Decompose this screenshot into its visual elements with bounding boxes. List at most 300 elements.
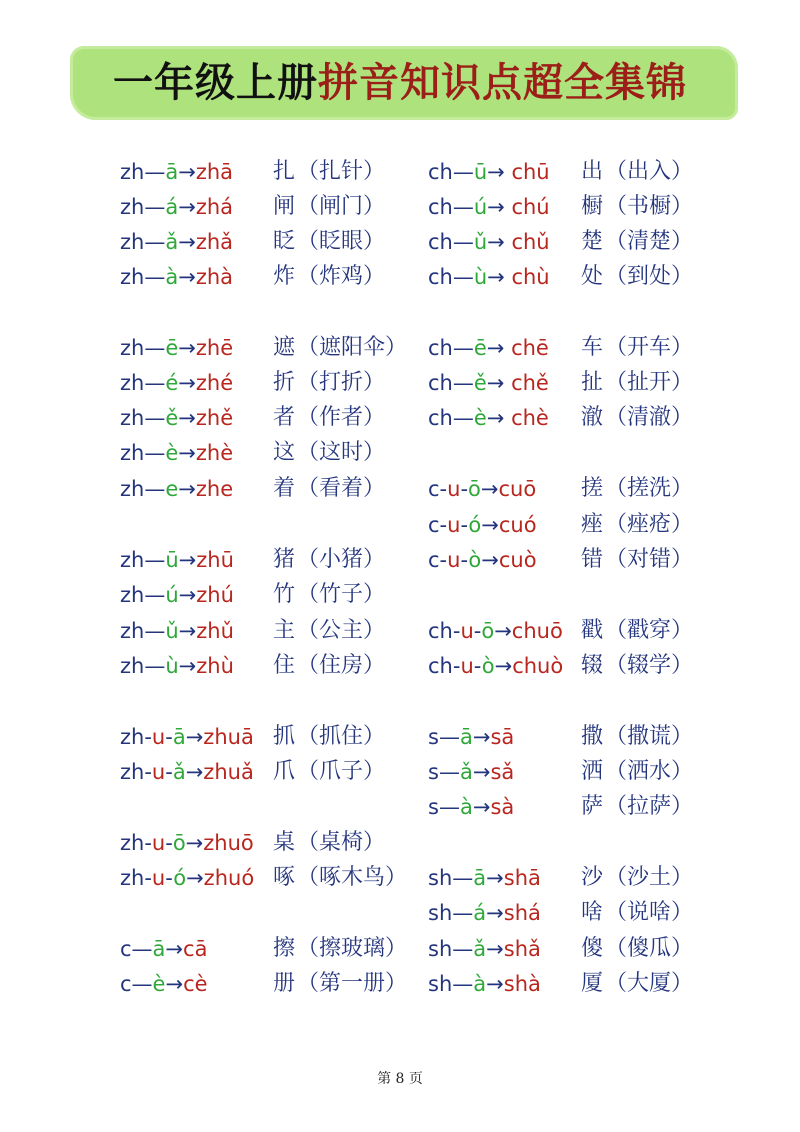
- pinyin-part: shà: [503, 972, 541, 996]
- pinyin-part: c: [428, 548, 440, 572]
- example-word: （到处）: [605, 264, 694, 289]
- pinyin-part: zhù: [196, 654, 234, 678]
- example-word: （清澈）: [605, 405, 694, 430]
- pinyin-row: [120, 472, 386, 506]
- pinyin-formula: [120, 371, 233, 395]
- pinyin-formula: [120, 441, 233, 465]
- hanzi-example: [273, 720, 385, 754]
- hanzi-example: [581, 155, 693, 189]
- hanzi-character: 册: [273, 971, 296, 996]
- pinyin-part: ó: [468, 513, 482, 537]
- pinyin-part: —: [452, 160, 474, 184]
- pinyin-part: chuō: [511, 619, 563, 643]
- example-word: （出入）: [605, 159, 694, 184]
- pinyin-part: zhuō: [203, 831, 254, 855]
- pinyin-formula: [120, 654, 234, 678]
- pinyin-formula: [120, 160, 233, 184]
- pinyin-part: zh: [120, 441, 145, 465]
- pinyin-part: →: [178, 336, 196, 360]
- pinyin-part: sà: [490, 795, 515, 819]
- pinyin-part: ǎ: [459, 760, 473, 784]
- pinyin-part: —: [438, 760, 460, 784]
- pinyin-formula: [428, 972, 541, 996]
- example-word: （小猪）: [297, 547, 386, 572]
- pinyin-row: [428, 260, 694, 294]
- pinyin-part: —: [144, 230, 166, 254]
- pinyin-part: u: [447, 477, 461, 501]
- pinyin-part: sā: [490, 725, 515, 749]
- example-word: （撒谎）: [605, 724, 694, 749]
- pinyin-part: zh: [120, 265, 145, 289]
- pinyin-part: ch: [428, 195, 453, 219]
- pinyin-part: sh: [428, 901, 453, 925]
- pinyin-part: →: [178, 548, 197, 572]
- example-word: （作者）: [297, 405, 386, 430]
- pinyin-part: —: [452, 371, 474, 395]
- hanzi-character: 处: [581, 264, 604, 289]
- hanzi-character: 住: [273, 653, 296, 678]
- pinyin-part: —: [144, 619, 166, 643]
- pinyin-part: ā: [165, 160, 179, 184]
- pinyin-part: ò: [468, 548, 482, 572]
- hanzi-example: [581, 967, 693, 1001]
- example-word: （第一册）: [297, 971, 408, 996]
- pinyin-part: ǎ: [473, 937, 487, 961]
- pinyin-part: sǎ: [490, 760, 515, 784]
- pinyin-part: sh: [428, 937, 453, 961]
- hanzi-example: [581, 720, 693, 754]
- hanzi-character: 萨: [581, 794, 604, 819]
- pinyin-part: →: [494, 654, 513, 678]
- example-word: （开车）: [605, 335, 694, 360]
- pinyin-part: —: [452, 230, 474, 254]
- pinyin-part: zhuā: [203, 725, 254, 749]
- pinyin-part: -: [439, 513, 448, 537]
- hanzi-character: 扯: [581, 370, 604, 395]
- example-word: （眨眼）: [297, 229, 386, 254]
- pinyin-part: u: [460, 654, 474, 678]
- pinyin-part: chè: [511, 406, 549, 430]
- pinyin-formula: [428, 160, 550, 184]
- pinyin-part: -: [452, 654, 461, 678]
- pinyin-part: —: [438, 725, 460, 749]
- hanzi-example: [273, 225, 385, 259]
- hanzi-example: [581, 932, 693, 966]
- pinyin-formula: [120, 548, 234, 572]
- pinyin-part: -: [165, 725, 173, 749]
- pinyin-formula: [120, 937, 207, 961]
- pinyin-part: zh: [120, 160, 145, 184]
- pinyin-part: →: [178, 406, 196, 430]
- pinyin-part: -: [144, 831, 152, 855]
- pinyin-row: [428, 614, 694, 648]
- pinyin-row: [428, 190, 694, 224]
- pinyin-row: [120, 190, 386, 224]
- pinyin-formula: [120, 725, 254, 749]
- pinyin-part: →: [186, 866, 204, 890]
- pinyin-part: —: [144, 371, 166, 395]
- pinyin-formula: [120, 265, 233, 289]
- hanzi-example: [273, 155, 385, 189]
- example-word: （洒水）: [605, 759, 694, 784]
- title-black: 一年级上册: [113, 60, 318, 106]
- hanzi-character: 橱: [581, 194, 604, 219]
- hanzi-example: [273, 861, 407, 895]
- hanzi-example: [273, 932, 407, 966]
- pinyin-formula: [120, 336, 233, 360]
- example-word: （看着）: [297, 476, 386, 501]
- pinyin-part: zhà: [195, 265, 234, 289]
- pinyin-part: ě: [165, 406, 179, 430]
- hanzi-character: 楚: [581, 229, 604, 254]
- pinyin-part: —: [144, 477, 166, 501]
- pinyin-formula: [428, 901, 541, 925]
- pinyin-part: →: [185, 831, 204, 855]
- pinyin-part: shǎ: [503, 937, 541, 961]
- pinyin-part: —: [452, 406, 474, 430]
- pinyin-part: u: [151, 760, 166, 784]
- hanzi-character: 主: [273, 618, 296, 643]
- pinyin-part: ch: [428, 265, 453, 289]
- hanzi-character: 竹: [273, 582, 296, 607]
- hanzi-character: 撒: [581, 724, 604, 749]
- pinyin-part: cè: [183, 972, 208, 996]
- hanzi-example: [273, 190, 385, 224]
- pinyin-part: chuò: [512, 654, 564, 678]
- pinyin-part: →: [487, 195, 512, 219]
- pinyin-formula: [428, 760, 514, 784]
- pinyin-row: [120, 331, 408, 365]
- pinyin-row: [120, 967, 408, 1001]
- hanzi-character: 沙: [581, 865, 604, 890]
- pinyin-part: →: [472, 725, 491, 749]
- pinyin-part: —: [144, 583, 166, 607]
- example-word: （抓住）: [297, 724, 386, 749]
- pinyin-row: [428, 755, 694, 789]
- pinyin-part: e: [165, 477, 179, 501]
- pinyin-part: →: [165, 937, 184, 961]
- pinyin-part: →: [486, 866, 504, 890]
- pinyin-part: →: [480, 477, 499, 501]
- pinyin-formula: [428, 866, 541, 890]
- pinyin-part: —: [452, 336, 474, 360]
- pinyin-row: [428, 932, 694, 966]
- pinyin-part: zh: [120, 195, 145, 219]
- example-word: （拉萨）: [605, 794, 694, 819]
- pinyin-row: [120, 260, 386, 294]
- pinyin-formula: [120, 477, 233, 501]
- pinyin-part: zhuó: [203, 866, 255, 890]
- pinyin-row: [120, 649, 386, 683]
- example-word: （啄木鸟）: [297, 865, 408, 890]
- example-word: （傻瓜）: [605, 936, 694, 961]
- pinyin-part: ū: [473, 160, 488, 184]
- pinyin-part: zhě: [195, 406, 234, 430]
- pinyin-part: zh: [120, 619, 145, 643]
- hanzi-example: [273, 755, 385, 789]
- pinyin-part: -: [165, 760, 173, 784]
- pinyin-part: zhē: [195, 336, 234, 360]
- pinyin-part: zh: [120, 371, 145, 395]
- pinyin-row: [428, 472, 694, 506]
- pinyin-part: ch: [428, 406, 453, 430]
- pinyin-formula: [428, 937, 541, 961]
- example-word: （戳穿）: [605, 618, 694, 643]
- pinyin-part: ch: [428, 160, 453, 184]
- hanzi-character: 爪: [273, 759, 296, 784]
- pinyin-part: →: [472, 760, 491, 784]
- pinyin-part: ch: [428, 371, 453, 395]
- pinyin-row: [428, 790, 694, 824]
- pinyin-part: shá: [503, 901, 541, 925]
- hanzi-character: 洒: [581, 759, 604, 784]
- pinyin-part: —: [131, 937, 153, 961]
- pinyin-row: [120, 366, 386, 400]
- hanzi-example: [273, 472, 385, 506]
- pinyin-formula: [428, 795, 514, 819]
- pinyin-part: -: [439, 477, 448, 501]
- pinyin-part: è: [165, 441, 179, 465]
- pinyin-part: →: [178, 441, 196, 465]
- pinyin-part: —: [452, 265, 474, 289]
- pinyin-part: u: [447, 513, 461, 537]
- pinyin-part: —: [452, 195, 474, 219]
- pinyin-part: ò: [481, 654, 495, 678]
- pinyin-part: →: [178, 619, 197, 643]
- pinyin-row: [120, 436, 386, 470]
- pinyin-part: ú: [165, 583, 179, 607]
- page-number: 第 8 页: [377, 1071, 423, 1087]
- pinyin-part: s: [428, 725, 439, 749]
- pinyin-row: [428, 543, 694, 577]
- pinyin-part: —: [452, 866, 474, 890]
- pinyin-part: ch: [428, 619, 453, 643]
- pinyin-part: zh: [120, 230, 145, 254]
- example-word: （闸门）: [297, 194, 386, 219]
- pinyin-row: [120, 932, 408, 966]
- hanzi-character: 出: [581, 159, 604, 184]
- pinyin-part: →: [178, 583, 197, 607]
- pinyin-formula: [120, 760, 254, 784]
- pinyin-part: →: [178, 265, 196, 289]
- pinyin-part: —: [144, 336, 166, 360]
- pinyin-part: ch: [428, 654, 453, 678]
- hanzi-example: [581, 401, 693, 435]
- pinyin-part: é: [165, 371, 179, 395]
- pinyin-part: ǔ: [165, 619, 179, 643]
- pinyin-part: à: [165, 265, 179, 289]
- pinyin-part: ē: [165, 336, 179, 360]
- pinyin-formula: [428, 230, 550, 254]
- hanzi-character: 这: [273, 440, 296, 465]
- pinyin-part: chù: [511, 265, 550, 289]
- pinyin-row: [120, 861, 408, 895]
- pinyin-part: u: [460, 619, 474, 643]
- pinyin-row: [120, 225, 386, 259]
- pinyin-row: [428, 720, 694, 754]
- pinyin-part: ù: [473, 265, 488, 289]
- example-word: （说啥）: [605, 900, 694, 925]
- hanzi-character: 眨: [273, 229, 296, 254]
- pinyin-part: cā: [183, 937, 208, 961]
- hanzi-character: 遮: [273, 335, 296, 360]
- pinyin-row: [428, 861, 694, 895]
- hanzi-example: [273, 331, 407, 365]
- pinyin-part: →: [472, 795, 491, 819]
- pinyin-formula: [428, 513, 537, 537]
- pinyin-row: [428, 155, 694, 189]
- example-word: （搓洗）: [605, 476, 694, 501]
- pinyin-part: →: [486, 901, 504, 925]
- hanzi-example: [581, 260, 693, 294]
- pinyin-part: -: [460, 513, 469, 537]
- hanzi-example: [581, 508, 693, 542]
- pinyin-row: [428, 967, 694, 1001]
- pinyin-part: zhǎ: [195, 230, 234, 254]
- pinyin-part: →: [178, 195, 196, 219]
- pinyin-part: à: [459, 795, 473, 819]
- example-word: （住房）: [297, 653, 386, 678]
- hanzi-example: [581, 790, 693, 824]
- pinyin-part: -: [144, 866, 152, 890]
- pinyin-part: zh: [120, 548, 145, 572]
- hanzi-character: 扎: [273, 159, 296, 184]
- pinyin-part: →: [486, 406, 512, 430]
- pinyin-part: ó: [173, 866, 187, 890]
- pinyin-part: zhe: [195, 477, 234, 501]
- pinyin-part: ch: [428, 230, 453, 254]
- hanzi-character: 折: [273, 370, 296, 395]
- pinyin-part: cuó: [498, 513, 537, 537]
- pinyin-part: ū: [165, 548, 179, 572]
- pinyin-formula: [428, 477, 536, 501]
- pinyin-formula: [428, 619, 563, 643]
- pinyin-part: à: [473, 972, 487, 996]
- pinyin-part: —: [452, 972, 474, 996]
- pinyin-row: [120, 614, 386, 648]
- hanzi-example: [273, 401, 385, 435]
- pinyin-part: s: [428, 760, 439, 784]
- pinyin-part: ō: [172, 831, 186, 855]
- pinyin-row: [120, 755, 386, 789]
- pinyin-part: chǔ: [511, 230, 550, 254]
- example-word: （竹子）: [297, 582, 386, 607]
- pinyin-part: zhuǎ: [203, 760, 254, 784]
- pinyin-formula: [120, 406, 233, 430]
- pinyin-part: →: [487, 265, 512, 289]
- pinyin-part: →: [494, 619, 512, 643]
- pinyin-part: zhū: [196, 548, 234, 572]
- pinyin-row: [428, 366, 694, 400]
- pinyin-part: →: [178, 160, 196, 184]
- example-word: （这时）: [297, 440, 386, 465]
- example-word: （辍学）: [605, 653, 694, 678]
- pinyin-part: →: [487, 230, 512, 254]
- pinyin-part: s: [428, 795, 439, 819]
- pinyin-part: ǔ: [473, 230, 488, 254]
- pinyin-part: ch: [428, 336, 453, 360]
- pinyin-part: —: [452, 937, 474, 961]
- pinyin-part: —: [144, 265, 166, 289]
- hanzi-example: [581, 331, 693, 365]
- pinyin-row: [120, 401, 386, 435]
- hanzi-character: 澈: [581, 405, 604, 430]
- pinyin-part: -: [144, 760, 152, 784]
- pinyin-part: —: [452, 901, 474, 925]
- pinyin-part: —: [144, 406, 166, 430]
- pinyin-formula: [120, 195, 233, 219]
- example-word: （沙土）: [605, 865, 694, 890]
- hanzi-example: [273, 578, 385, 612]
- pinyin-row: [428, 331, 694, 365]
- example-word: （扎针）: [297, 159, 386, 184]
- example-word: （炸鸡）: [297, 264, 386, 289]
- pinyin-part: è: [473, 406, 487, 430]
- pinyin-part: →: [185, 760, 204, 784]
- pinyin-part: zhú: [196, 583, 234, 607]
- pinyin-part: →: [165, 972, 184, 996]
- pinyin-part: ā: [172, 725, 186, 749]
- hanzi-example: [581, 225, 693, 259]
- pinyin-part: →: [481, 548, 499, 572]
- hanzi-example: [273, 967, 407, 1001]
- pinyin-part: u: [151, 725, 166, 749]
- pinyin-row: [120, 578, 386, 612]
- pinyin-part: chú: [511, 195, 550, 219]
- pinyin-part: →: [486, 371, 512, 395]
- pinyin-part: c: [120, 937, 132, 961]
- pinyin-part: →: [178, 371, 196, 395]
- pinyin-part: —: [144, 441, 166, 465]
- pinyin-part: →: [178, 654, 197, 678]
- pinyin-formula: [120, 230, 233, 254]
- example-word: （大厦）: [605, 971, 694, 996]
- pinyin-part: ā: [459, 725, 473, 749]
- hanzi-example: [273, 649, 385, 683]
- pinyin-part: á: [165, 195, 179, 219]
- pinyin-part: sh: [428, 866, 453, 890]
- pinyin-part: sh: [428, 972, 453, 996]
- hanzi-character: 猪: [273, 547, 296, 572]
- pinyin-part: -: [460, 548, 469, 572]
- pinyin-part: u: [151, 831, 166, 855]
- hanzi-character: 啥: [581, 900, 604, 925]
- pinyin-row: [428, 401, 694, 435]
- hanzi-example: [581, 366, 693, 400]
- hanzi-example: [581, 896, 693, 930]
- pinyin-part: ō: [468, 477, 481, 501]
- hanzi-example: [273, 436, 385, 470]
- pinyin-formula: [428, 265, 550, 289]
- hanzi-character: 搓: [581, 476, 604, 501]
- pinyin-part: ù: [165, 654, 179, 678]
- pinyin-part: ā: [152, 937, 166, 961]
- pinyin-part: c: [428, 477, 440, 501]
- pinyin-part: →: [481, 513, 499, 537]
- pinyin-part: →: [178, 477, 196, 501]
- pinyin-part: ǎ: [172, 760, 186, 784]
- pinyin-formula: [428, 548, 537, 572]
- hanzi-character: 擦: [273, 936, 296, 961]
- example-word: （爪子）: [297, 759, 386, 784]
- hanzi-example: [581, 755, 693, 789]
- pinyin-part: →: [178, 230, 196, 254]
- hanzi-character: 戳: [581, 618, 604, 643]
- pinyin-row: [428, 225, 694, 259]
- example-word: （打折）: [297, 370, 386, 395]
- pinyin-part: zh: [120, 583, 145, 607]
- example-word: （对错）: [605, 547, 694, 572]
